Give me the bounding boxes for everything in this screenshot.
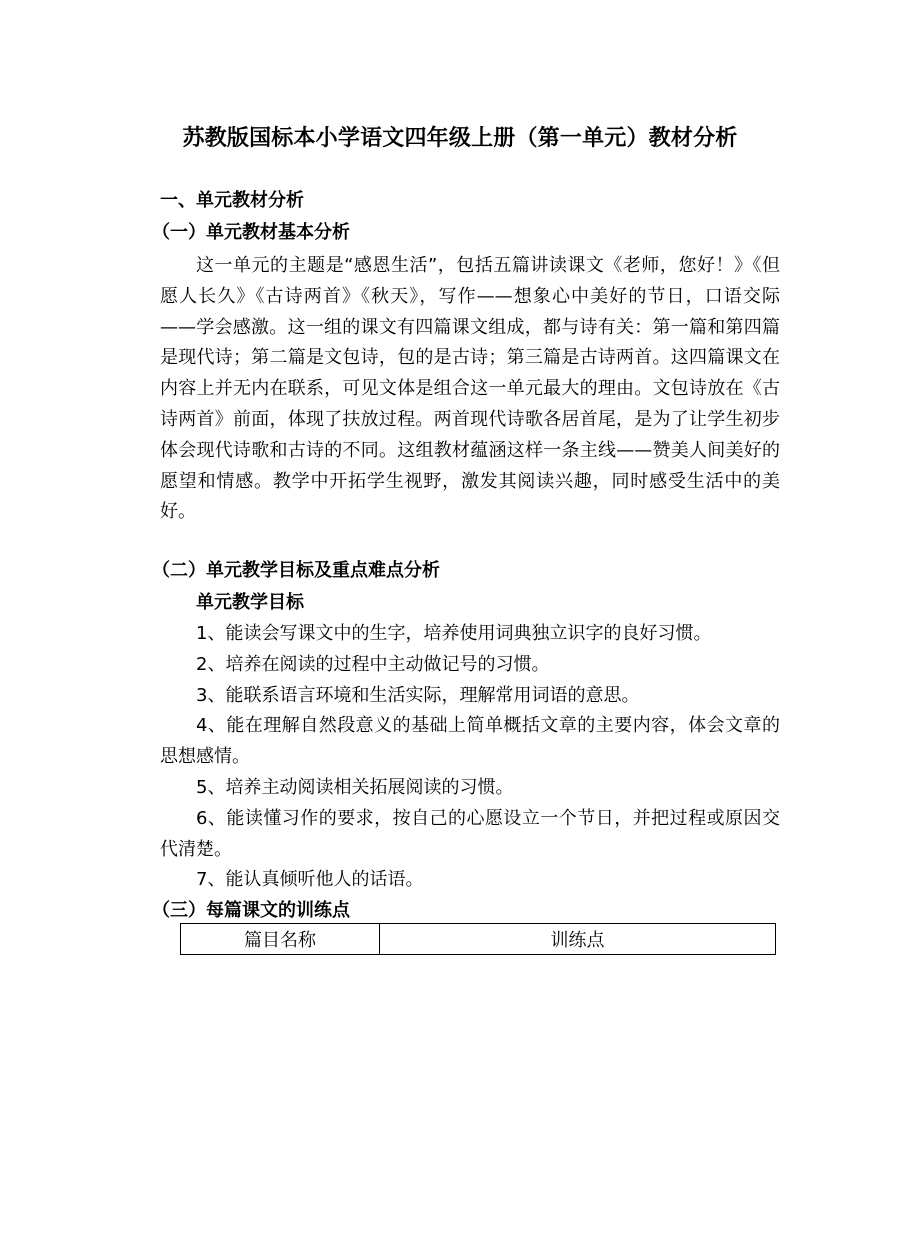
goal-item: 2、培养在阅读的过程中主动做记号的习惯。 bbox=[196, 653, 550, 675]
goal-item: 6、能读懂习作的要求，按自己的心愿设立一个节日，并把过程或原因交代清楚。 bbox=[160, 807, 780, 860]
training-points-table bbox=[180, 923, 776, 955]
subsection-heading-basic-analysis: （一）单元教材基本分析 bbox=[152, 222, 350, 243]
section-heading-unit-analysis: 一、单元教材分析 bbox=[160, 190, 304, 211]
goal-item: 4、能在理解自然段意义的基础上简单概括文章的主要内容，体会文章的思想感情。 bbox=[160, 715, 780, 768]
teaching-goals-subheading: 单元教学目标 bbox=[196, 592, 304, 613]
basic-analysis-paragraph: 这一单元的主题是“感恩生活”，包括五篇讲读课文《老师，您好！》《但愿人长久》《古诗两首》《秋天》，写作——想象心中美好的节日，口语交际——学会感激。这一组的课文有四篇课文组成，都与诗有关：第一篇和第四篇是现代诗；第二篇是文包诗，包的是古诗；第三篇是古诗两首。这四篇课文在内容上并无内在联系，可见文体是组合这一单元最大的理由。文包诗放在《古诗两首》前面，体现了扶放过程。两首现代诗歌各居首尾，是为了让学生初步体会现代诗歌和古诗的不同。这组教材蕴涵这样一条主线——赞美人间美好的愿望和情感。教学中开拓学生视野，激发其阅读兴趣，同时感受生活中的美好。 bbox=[160, 255, 780, 523]
column-header-lesson-name: 篇目名称 bbox=[181, 924, 380, 955]
document-title: 苏教版国标本小学语文四年级上册（第一单元）教材分析 bbox=[182, 126, 738, 151]
goal-item: 3、能联系语言环境和生活实际，理解常用词语的意思。 bbox=[196, 684, 640, 706]
goal-item: 1、能读会写课文中的生字，培养使用词典独立识字的良好习惯。 bbox=[196, 623, 712, 644]
teaching-goals-list bbox=[160, 619, 780, 896]
goal-item: 7、能认真倾听他人的话语。 bbox=[196, 869, 424, 891]
subsection-heading-teaching-goals: （二）单元教学目标及重点难点分析 bbox=[152, 560, 440, 581]
column-header-training-point: 训练点 bbox=[380, 924, 776, 955]
table-header-row bbox=[181, 924, 776, 955]
subsection-heading-training-points: （三）每篇课文的训练点 bbox=[152, 900, 350, 921]
goal-item: 5、培养主动阅读相关拓展阅读的习惯。 bbox=[196, 776, 514, 798]
